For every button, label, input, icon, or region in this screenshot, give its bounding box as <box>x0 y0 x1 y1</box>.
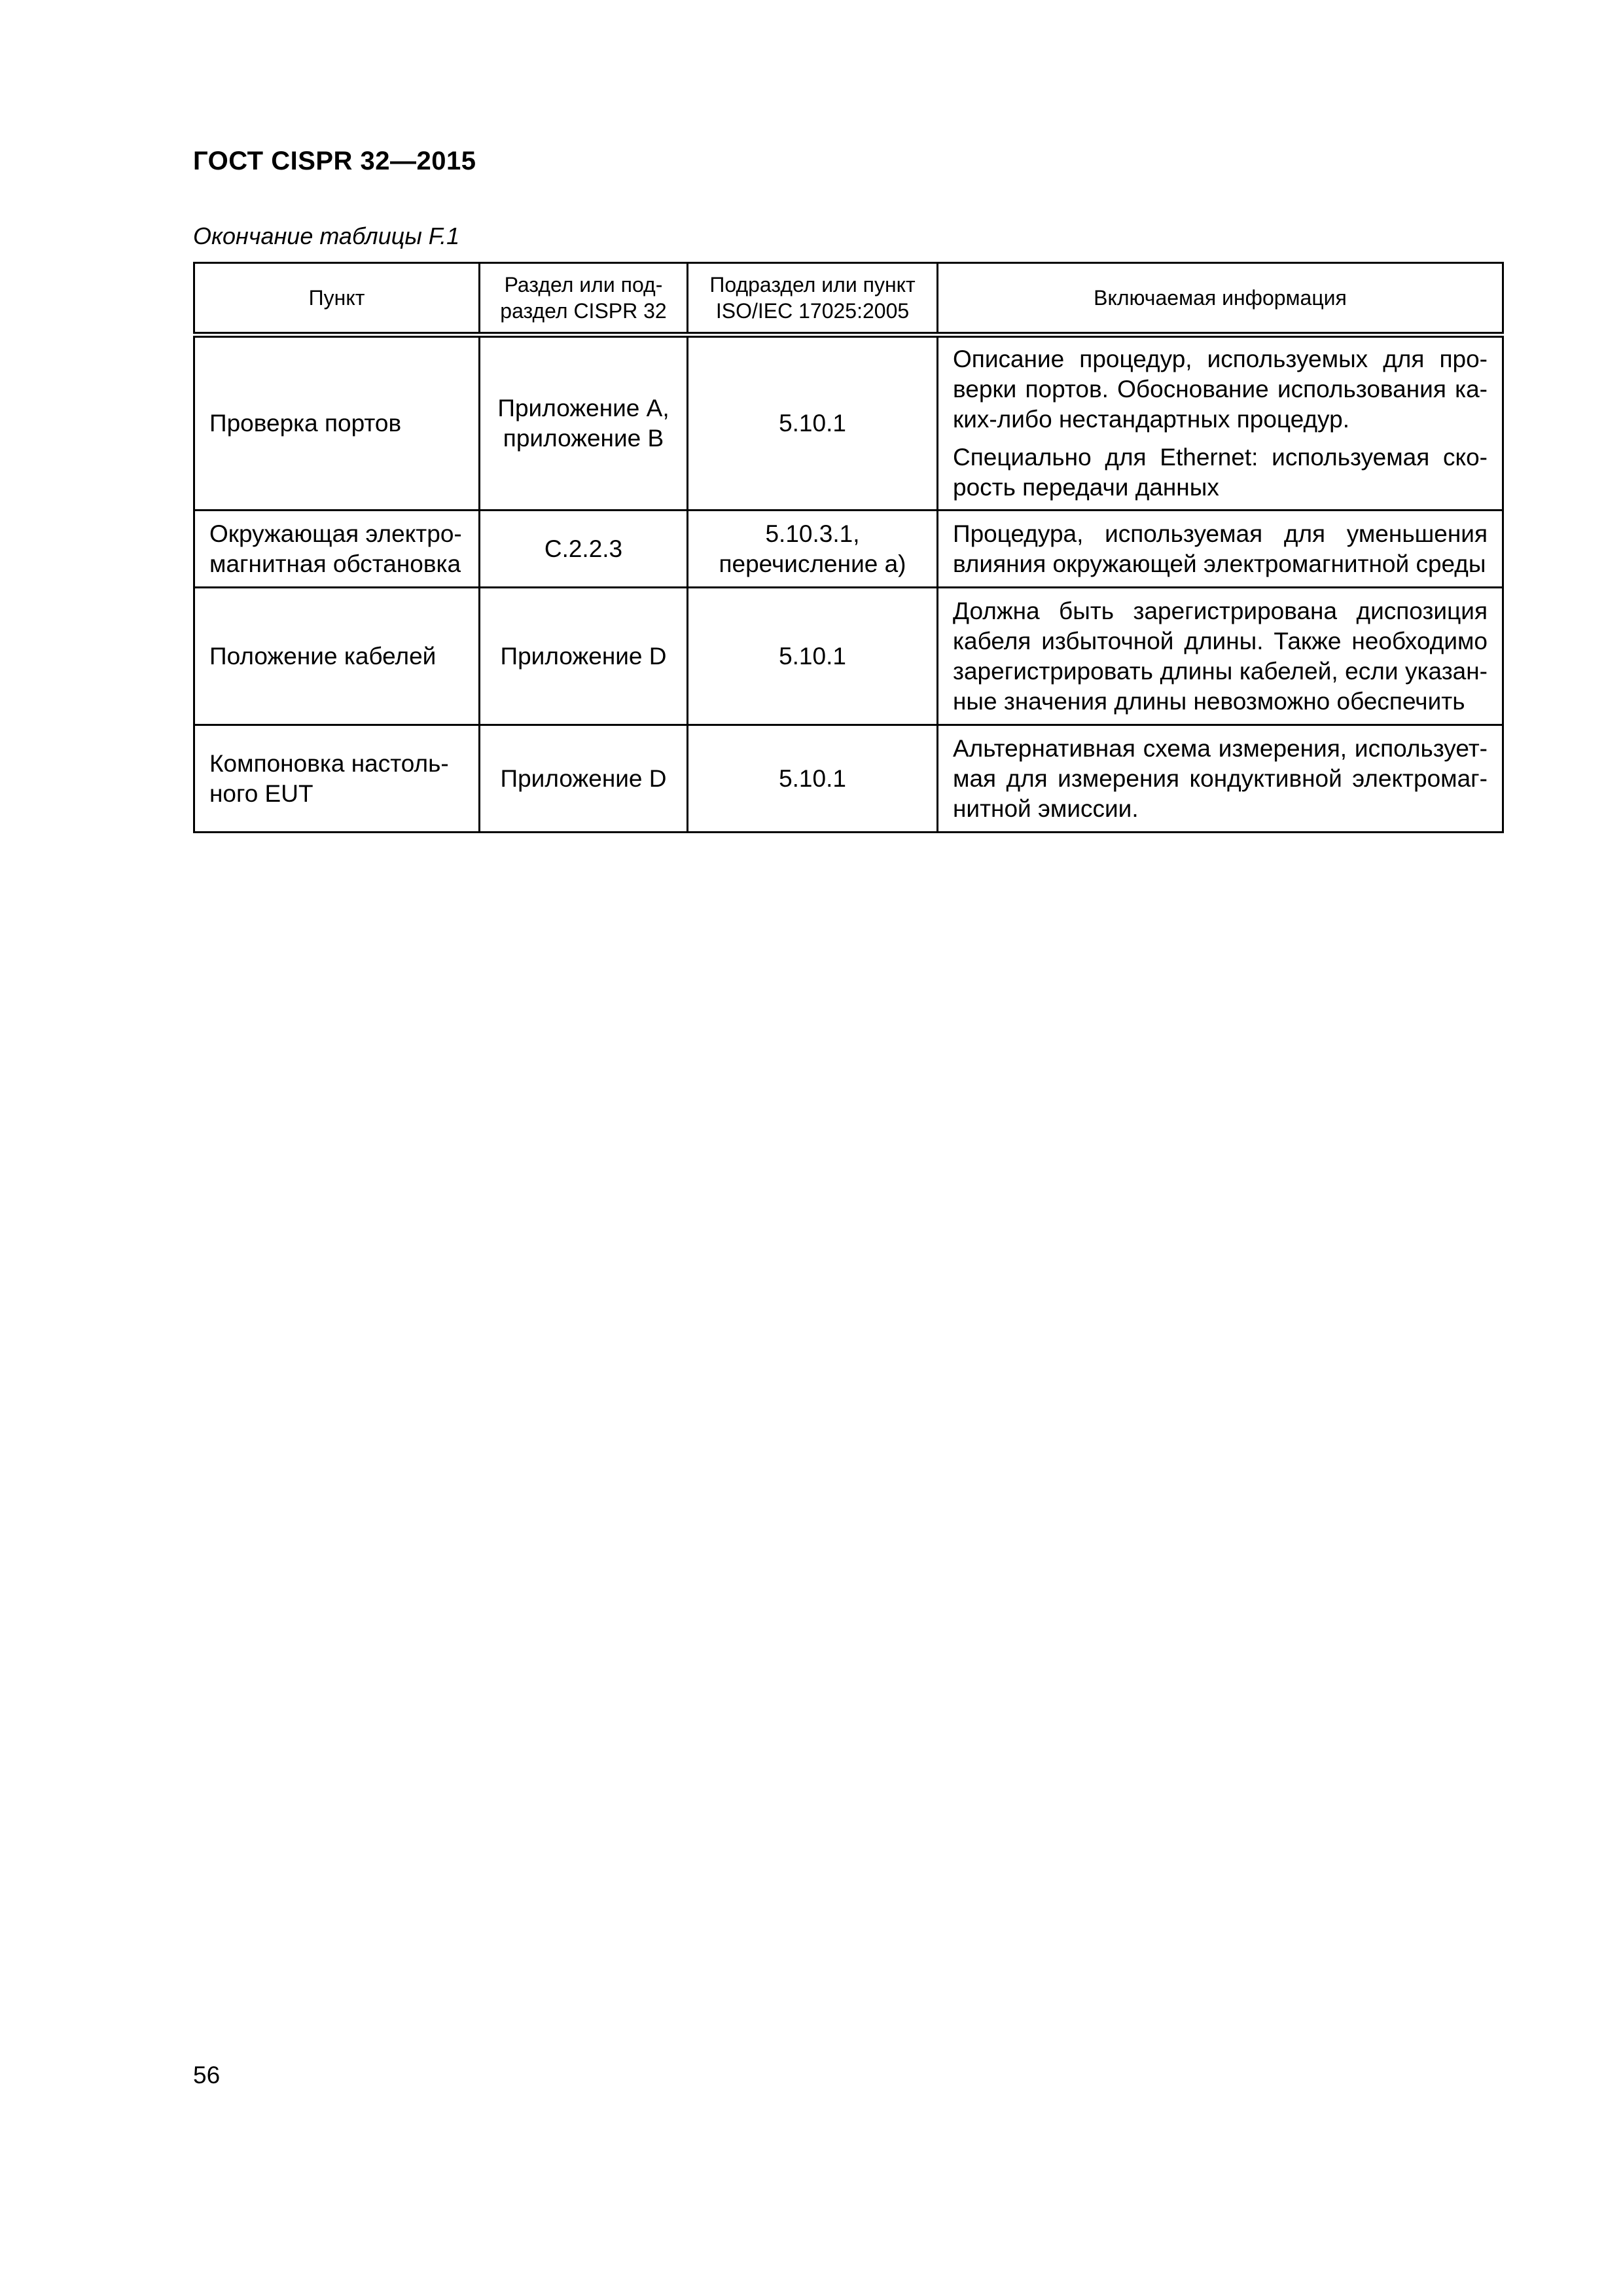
document-header: ГОСТ CISPR 32—2015 <box>193 147 476 175</box>
cell-item: Окружающая электро-магнитная обстановка <box>194 511 480 588</box>
header-cispr-section: Раздел или под- раздел CISPR 32 <box>480 263 688 335</box>
cell-info <box>938 725 1503 833</box>
cell-cispr: Приложение A, приложение B <box>480 335 688 511</box>
cell-iso: 5.10.1 <box>688 588 938 725</box>
info-paragraph: Описание процедур, используемых для про-верки портов. Обоснование использования ка-ких-либо нестандартных процедур. <box>953 346 1488 433</box>
header-included-info: Включаемая информация <box>938 263 1503 335</box>
table-row <box>194 511 1503 588</box>
table-row <box>194 588 1503 725</box>
cell-iso: 5.10.3.1, перечисление а) <box>688 511 938 588</box>
cell-iso: 5.10.1 <box>688 335 938 511</box>
info-paragraph: Альтернативная схема измерения, использует-мая для измерения кондуктивной электромаг-нитной эмиссии. <box>953 734 1488 822</box>
header-iso-section: Подраздел или пункт ISO/IEC 17025:2005 <box>688 263 938 335</box>
cell-item: Положение кабелей <box>194 588 480 725</box>
info-paragraph: Специально для Ethernet: используемая ско-рость передачи данных <box>953 444 1488 501</box>
cell-info <box>938 511 1503 588</box>
info-paragraph: Процедура, используемая для уменьшения влияния окружающей электромагнитной среды <box>953 520 1488 577</box>
data-table <box>193 262 1504 833</box>
table-header-row <box>194 263 1503 335</box>
header-item: Пункт <box>194 263 480 335</box>
page-number: 56 <box>193 2062 221 2089</box>
cell-info <box>938 588 1503 725</box>
cell-iso: 5.10.1 <box>688 725 938 833</box>
table-row <box>194 335 1503 511</box>
table-row <box>194 725 1503 833</box>
cell-cispr: Приложение D <box>480 588 688 725</box>
cell-item: Компоновка настоль-ного EUT <box>194 725 480 833</box>
cell-cispr: Приложение D <box>480 725 688 833</box>
cell-cispr: C.2.2.3 <box>480 511 688 588</box>
cell-info <box>938 335 1503 511</box>
cell-item: Проверка портов <box>194 335 480 511</box>
info-paragraph: Должна быть зарегистрирована диспозиция кабеля избыточной длины. Также необходимо зарегистрировать длины кабелей, если указан-ные значения длины невозможно обеспечить <box>953 597 1488 715</box>
table-caption: Окончание таблицы F.1 <box>193 223 460 249</box>
